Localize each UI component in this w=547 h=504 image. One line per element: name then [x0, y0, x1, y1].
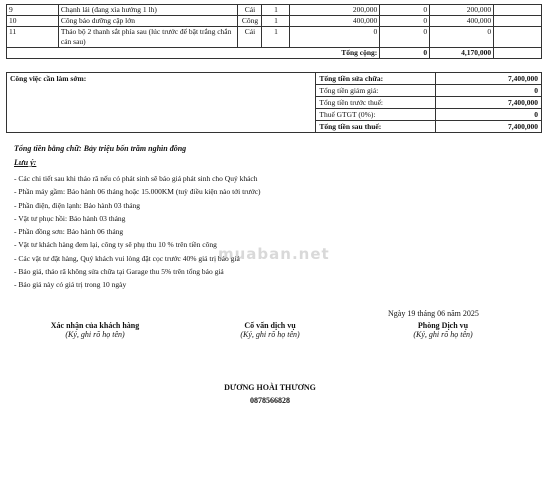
advisor-name: DƯƠNG HOÀI THƯƠNG: [224, 383, 316, 392]
signature-advisor: [195, 321, 345, 339]
summary-value: 0: [436, 109, 542, 121]
item-discount: 0: [380, 5, 430, 16]
item-unit: Cái: [238, 5, 262, 16]
item-qty: 1: [262, 16, 290, 27]
summary-label: Tổng tiền trước thuế:: [316, 97, 436, 109]
note-item: - Báo giá, tháo rã không sửa chữa tại Garage thu 5% trên tổng báo giá: [14, 267, 224, 277]
pending-work-label: Công việc cần làm sớm:: [7, 73, 316, 133]
item-name: Chạnh lái (đang xìa hướng 1 lh): [58, 5, 238, 16]
signature-hint: (Ký, ghi rõ họ tên): [65, 330, 125, 339]
note-item: - Phần đồng sơn: Bảo hành 06 tháng: [14, 227, 124, 237]
items-table: [6, 4, 542, 59]
total-label: Tổng cộng:: [7, 48, 380, 59]
item-price: 400,000: [290, 16, 380, 27]
summary-value: 7,400,000: [436, 121, 542, 133]
total-amount: 4,170,000: [430, 48, 494, 59]
summary-label: Tổng tiền sửa chữa:: [316, 73, 436, 85]
item-total: 400,000: [430, 16, 494, 27]
note-item: - Báo giá này có giá trị trong 10 ngày: [14, 280, 127, 290]
signature-service-dept: [368, 321, 518, 339]
row-number: 10: [7, 16, 59, 27]
advisor-phone: 0878566828: [250, 396, 290, 405]
item-qty: 1: [262, 27, 290, 48]
item-name: Tháo bộ 2 thanh sắt phía sau (lúc trước để bật trắng chắn cản sau): [58, 27, 238, 48]
item-discount: 0: [380, 27, 430, 48]
signature-title: Xác nhận của khách hàng: [50, 321, 140, 330]
summary-table: [6, 72, 542, 133]
item-qty: 1: [262, 5, 290, 16]
watermark: muaban.net: [218, 245, 330, 263]
summary-value: 0: [436, 85, 542, 97]
signature-title: Cố vấn dịch vụ: [244, 321, 296, 330]
note-item: - Vật tư khách hàng đem lại, công ty sẽ phụ thu 10 % trên tiền công: [14, 240, 217, 250]
table-row: [7, 5, 542, 16]
signature-hint: (Ký, ghi rõ họ tên): [240, 330, 300, 339]
row-number: 9: [7, 5, 59, 16]
summary-label: Thuế GTGT (0%):: [316, 109, 436, 121]
total-row: [7, 48, 542, 59]
total-discount: 0: [380, 48, 430, 59]
item-name: Công bảo dưỡng cập lớn: [58, 16, 238, 27]
notes-list: [14, 172, 444, 292]
signature-title: Phòng Dịch vụ: [417, 321, 469, 330]
table-row: [7, 27, 542, 48]
date-line: Ngày 19 tháng 06 năm 2025: [388, 309, 479, 318]
note-item: - Phần máy gầm: Bảo hành 06 tháng hoặc 15.000KM (tuỳ điều kiện nào tới trước): [14, 187, 261, 197]
item-price: 200,000: [290, 5, 380, 16]
note-item: - Vật tư phục hồi: Bảo hành 03 tháng: [14, 213, 126, 223]
item-total: 200,000: [430, 5, 494, 16]
row-number: 11: [7, 27, 59, 48]
amount-in-words: Tổng tiền bằng chữ: Bảy triệu bốn trăm nghìn đồng: [14, 144, 187, 153]
item-discount: 0: [380, 16, 430, 27]
summary-value: 7,400,000: [436, 97, 542, 109]
table-row: [7, 16, 542, 27]
signature-hint: (Ký, ghi rõ họ tên): [413, 330, 473, 339]
notes-title: Lưu ý:: [14, 158, 37, 167]
note-item: - Phần điện, điện lạnh: Bảo hành 03 tháng: [14, 200, 141, 210]
summary-label: Tổng tiền giảm giá:: [316, 85, 436, 97]
item-unit: Công: [238, 16, 262, 27]
item-total: 0: [430, 27, 494, 48]
item-unit: Cái: [238, 27, 262, 48]
note-item: - Các vật tư đặt hàng, Quý khách vui lòng đặt cọc trước 40% giá trị báo giá: [14, 253, 240, 263]
item-price: 0: [290, 27, 380, 48]
note-item: - Các chi tiết sau khi tháo rã nếu có phát sinh sẽ báo giá phát sinh cho Quý khách: [14, 174, 258, 183]
signature-customer: [20, 321, 170, 339]
summary-label: Tổng tiền sau thuế:: [316, 121, 436, 133]
summary-value: 7,400,000: [436, 73, 542, 85]
